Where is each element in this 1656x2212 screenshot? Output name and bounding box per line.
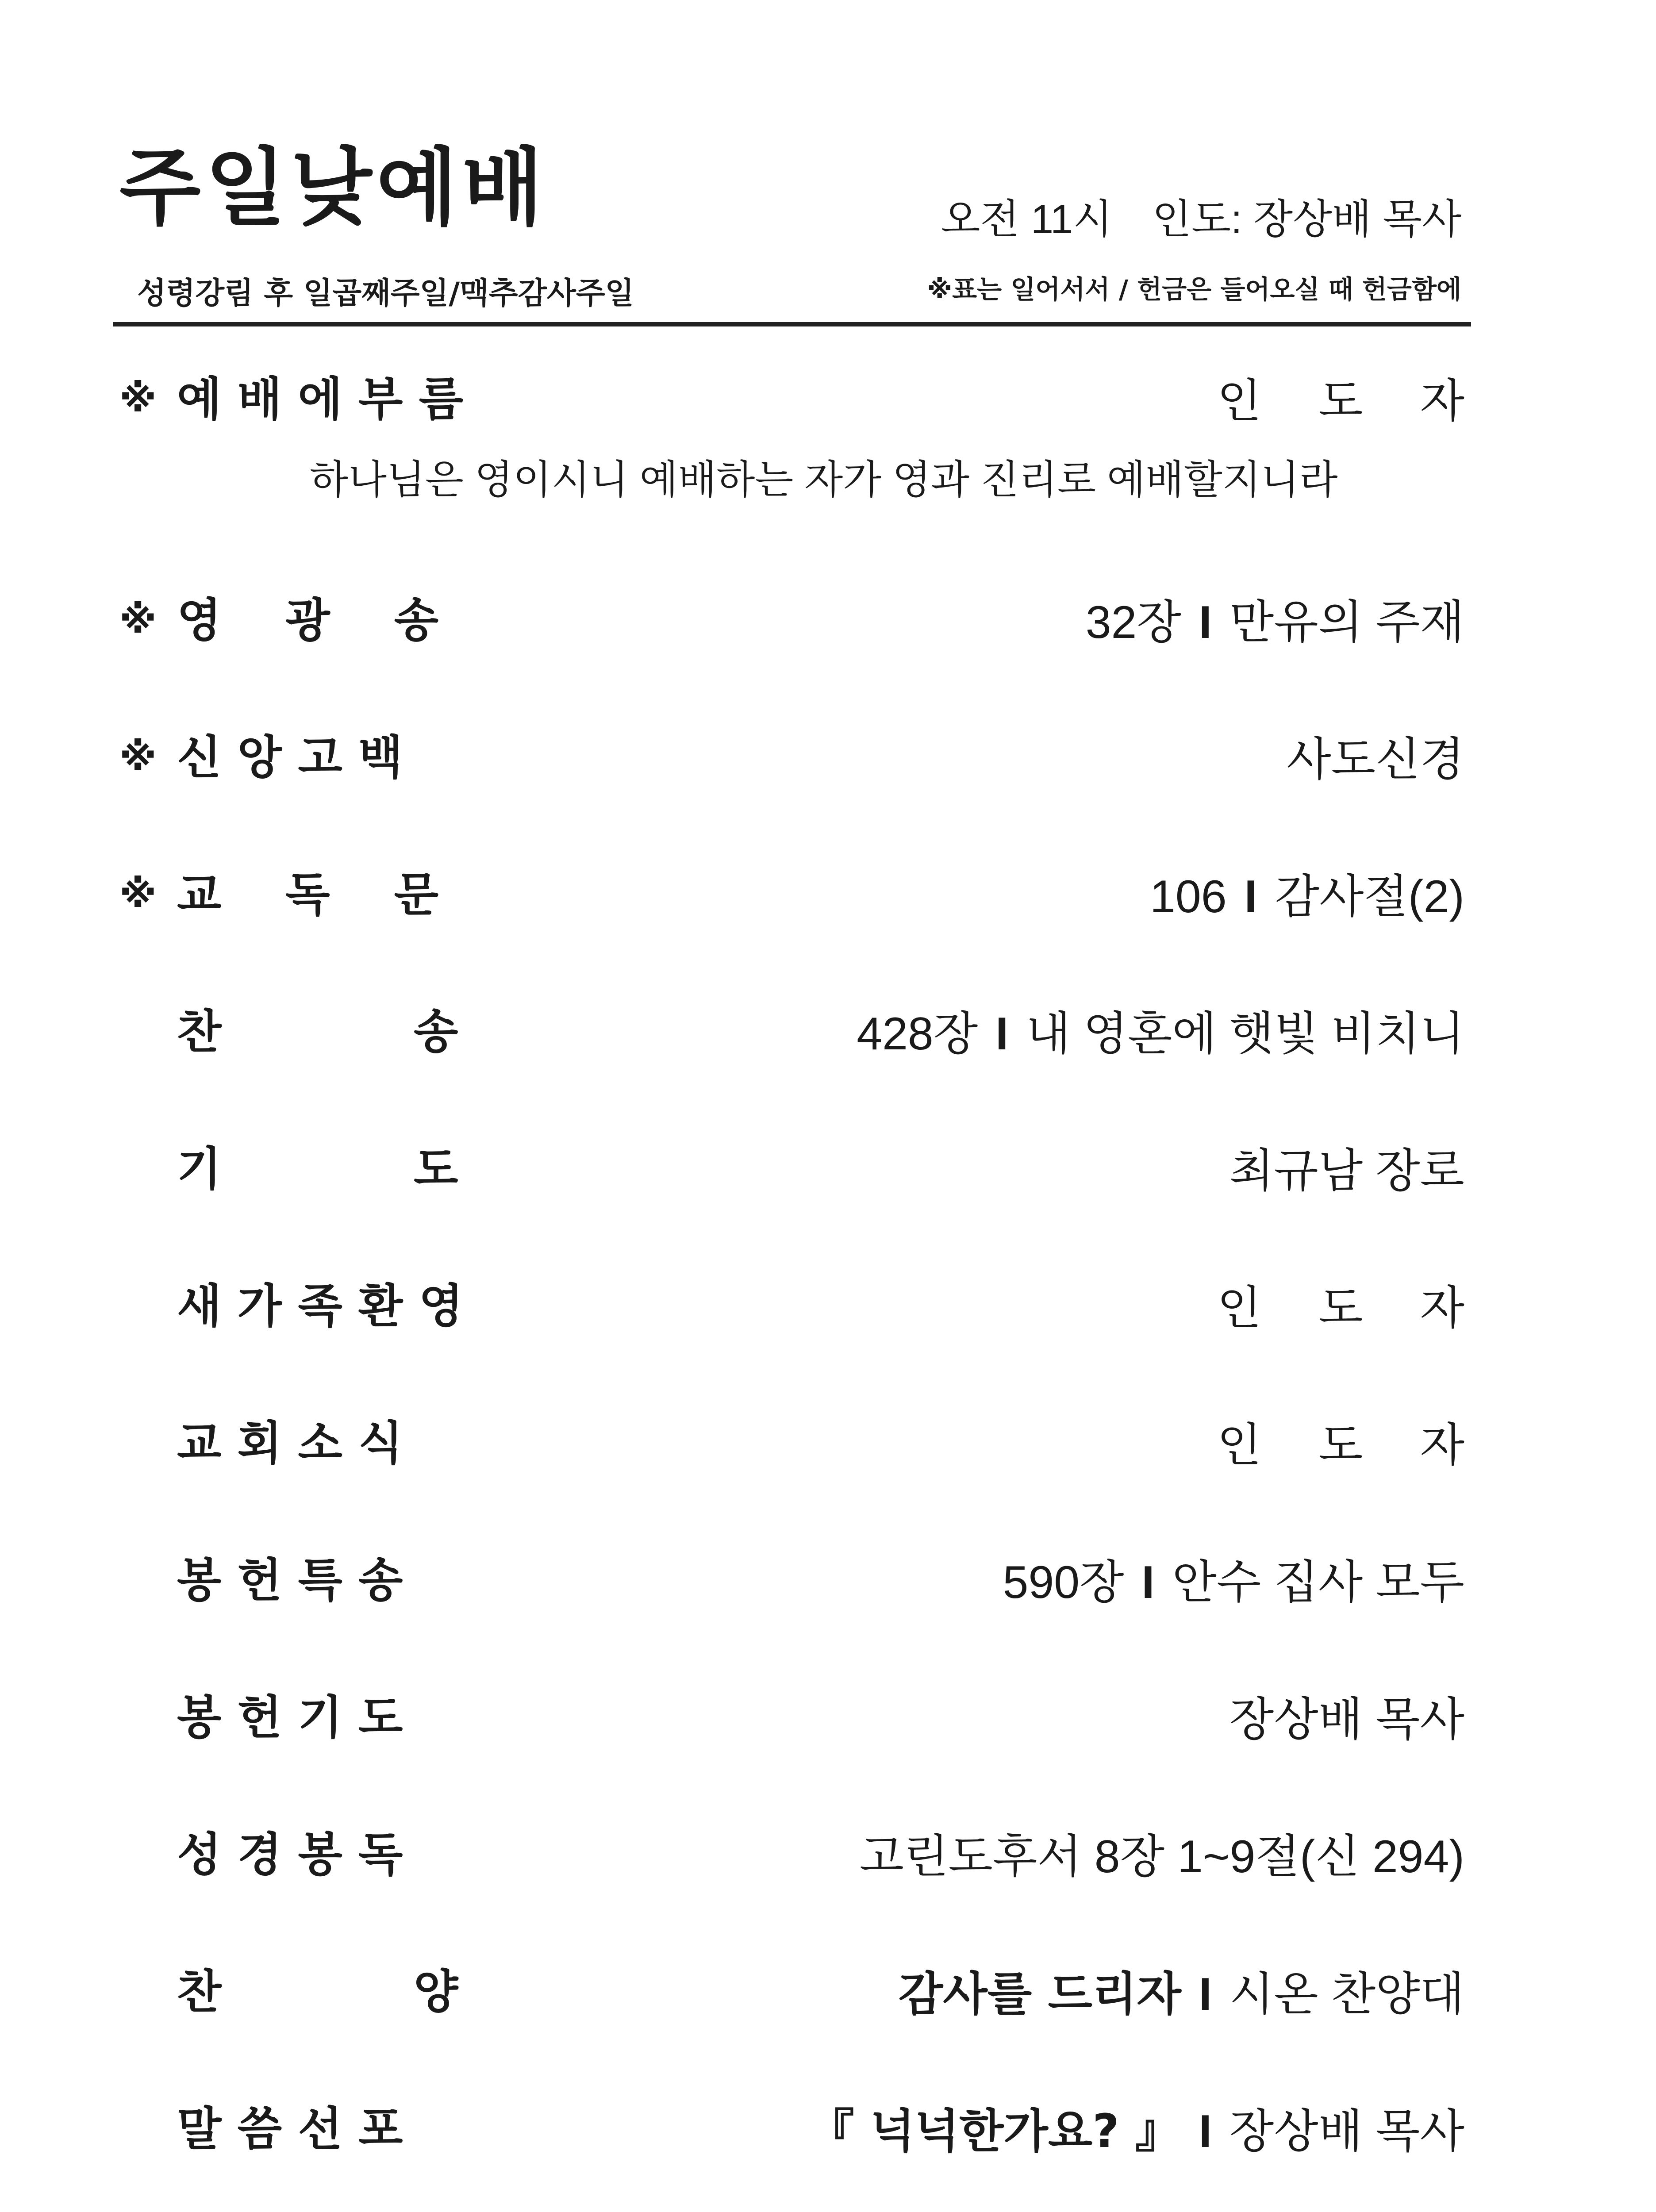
order-item-detail <box>1003 1557 1464 1608</box>
order-item-detail <box>899 1969 1464 2020</box>
order-item-detail: 인 도 자 <box>1217 1283 1487 1334</box>
reading-number: 106 <box>1150 871 1227 922</box>
header-divider <box>113 322 1471 326</box>
standing-note: ※표는 일어서서 / 헌금은 들어오실 때 헌금함에 <box>927 274 1461 304</box>
order-item-name: 새 가 족 환 영 <box>177 1279 464 1333</box>
order-item-anthem <box>119 1960 1464 2031</box>
separator: I <box>1141 1557 1155 1608</box>
call-to-worship-scripture: 하나님은 영이시니 예배하는 자가 영과 진리로 예배할지니라 <box>310 458 1338 502</box>
order-item-name: 봉 헌 특 송 <box>177 1553 403 1607</box>
order-item-sermon <box>119 2097 1464 2168</box>
order-item-name: 신 앙 고 백 <box>177 730 403 784</box>
order-item-detail: 고린도후서 8장 1~9절(신 294) <box>859 1831 1464 1882</box>
order-item-announcements <box>119 1411 1487 1482</box>
service-leader: 인도: 장상배 목사 <box>1152 197 1461 242</box>
order-item-name: 예 배 에 부 름 <box>177 372 464 426</box>
hymn-number: 32장 <box>1085 597 1181 648</box>
order-item-offering-prayer <box>119 1686 1464 1756</box>
order-item-welcome <box>119 1274 1487 1345</box>
order-item-name: 봉 헌 기 도 <box>177 1690 403 1744</box>
service-time-and-leader <box>941 199 1461 240</box>
order-item-name: 말 씀 선 포 <box>177 2102 403 2156</box>
order-item-name: 영 광 송 <box>177 593 439 647</box>
order-item-offering-special <box>119 1548 1464 1619</box>
order-item-detail <box>857 1009 1464 1059</box>
page-title: 주일낮예배 <box>119 139 548 237</box>
order-item-name: 교 회 소 식 <box>177 1416 403 1470</box>
standing-mark: ※ <box>119 735 157 779</box>
sunday-subtitle: 성령강림 후 일곱째주일/맥추감사주일 <box>137 276 634 311</box>
reading-title: 감사절(2) <box>1275 871 1464 922</box>
separator: I <box>1199 2106 1212 2157</box>
order-item-name: 성 경 봉 독 <box>177 1828 403 1882</box>
standing-mark: ※ <box>119 598 157 642</box>
order-item-detail: 최규남 장로 <box>1229 1145 1464 1197</box>
order-item-call-to-worship <box>119 367 1487 438</box>
order-item-responsive-reading <box>119 863 1464 933</box>
order-item-detail: 장상배 목사 <box>1229 1694 1464 1745</box>
order-item-detail <box>808 2106 1464 2157</box>
hymn-title: 만유의 주재 <box>1229 597 1464 648</box>
service-time: 오전 11시 <box>941 197 1113 242</box>
order-item-detail: 인 도 자 <box>1217 1420 1487 1471</box>
standing-mark: ※ <box>119 376 157 421</box>
standing-mark: ※ <box>119 872 157 916</box>
order-item-detail: 사도신경 <box>1287 734 1464 785</box>
order-item-name: 찬 양 <box>177 1965 458 2019</box>
performers: 안수 집사 모두 <box>1172 1557 1464 1608</box>
order-item-detail <box>1150 872 1464 922</box>
choir-name: 시온 찬양대 <box>1229 1969 1464 2020</box>
order-item-name: 교 독 문 <box>177 868 439 922</box>
order-item-scripture-reading <box>119 1823 1464 1893</box>
order-item-hymn <box>119 1000 1464 1071</box>
separator: I <box>995 1008 1009 1060</box>
order-item-detail <box>1086 597 1464 648</box>
hymn-number: 590장 <box>1003 1557 1124 1608</box>
preacher: 장상배 목사 <box>1229 2106 1464 2157</box>
order-item-creed <box>119 726 1464 796</box>
separator: I <box>1199 597 1212 648</box>
hymn-title: 내 영혼에 햇빛 비치니 <box>1026 1008 1464 1060</box>
separator: I <box>1199 1969 1212 2020</box>
anthem-title: 감사를 드리자 <box>898 1967 1181 2021</box>
order-item-detail: 인 도 자 <box>1217 376 1487 427</box>
order-item-doxology <box>119 588 1464 659</box>
order-item-prayer <box>119 1137 1464 1208</box>
separator: I <box>1244 871 1257 922</box>
order-item-name: 기 도 <box>177 1142 458 1196</box>
hymn-number: 428장 <box>857 1008 978 1060</box>
sermon-title: 『 넉넉한가요? 』 <box>808 2104 1181 2158</box>
order-item-name: 찬 송 <box>177 1005 458 1059</box>
